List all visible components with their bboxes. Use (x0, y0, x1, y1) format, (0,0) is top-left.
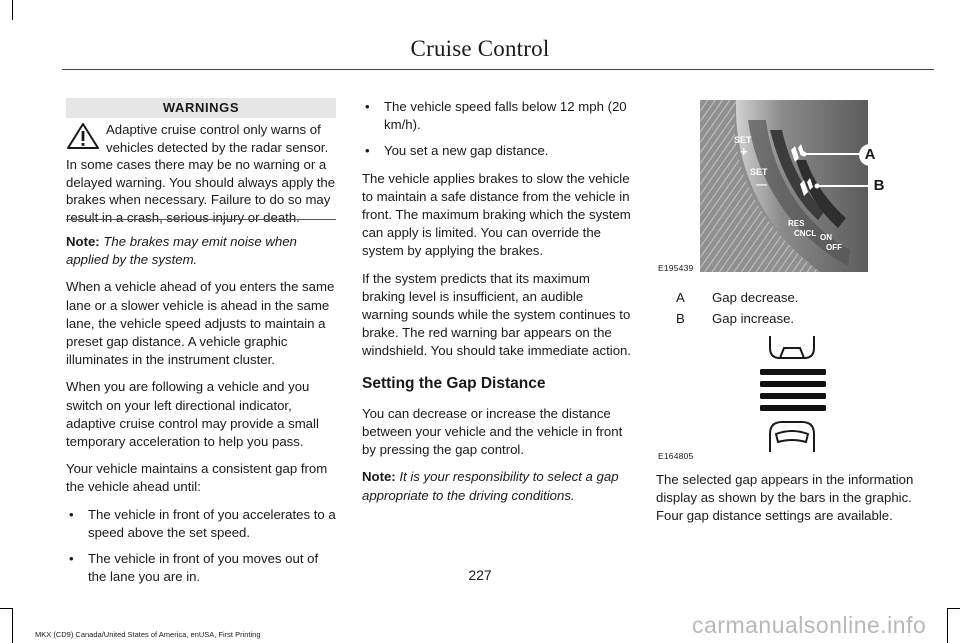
list-item: • You set a new gap distance. (362, 142, 632, 160)
paragraph: Your vehicle maintains a consistent gap from the vehicle ahead until: (66, 461, 328, 495)
on-label: ON (820, 233, 832, 242)
gap-responsibility-note (362, 468, 632, 504)
set-plus-label: SET (734, 135, 752, 145)
list-item: • The vehicle in front of you moves out of the lane you are in. (66, 550, 338, 586)
crop-mark-bottom-right-h (947, 608, 960, 609)
warnings-text: Adaptive cruise control only warns of vehicles detected by the radar sensor. In some cases there may be no warning or a delayed warning. You should always apply the brakes when necessary. Failure to do so may result in a crash, serious injury or death. (66, 122, 336, 225)
list-item: • The vehicle in front of you accelerates to a speed above the set speed. (66, 506, 338, 542)
list-item: • The vehicle speed falls below 12 mph (20 km/h). (362, 98, 632, 134)
minus-icon: — (756, 179, 767, 191)
callout-a-label: A (864, 146, 876, 163)
brake-noise-note (66, 233, 338, 269)
crop-mark-bottom-left-h (0, 608, 13, 609)
warnings-rule (66, 219, 336, 220)
set-minus-label: SET (750, 167, 768, 177)
section-heading: Setting the Gap Distance (362, 374, 546, 392)
paragraph: You can decrease or increase the distance between your vehicle and the vehicle in front by pressing the gap control. (362, 405, 623, 458)
warnings-body (66, 121, 336, 227)
crop-mark-bottom-right-v (947, 608, 948, 643)
paragraph: When a vehicle ahead of you enters the same lane or a slower vehicle is ahead in the same lane, the vehicle speed adjusts to maintain a preset gap distance. A vehicle graphic illuminates in the instrument cluster. (66, 279, 335, 368)
own-vehicle-icon (770, 422, 814, 452)
note-label: Note: (66, 234, 100, 249)
figure-code: E195439 (658, 263, 694, 273)
gap-distance-bars-figure (752, 334, 832, 454)
column-1 (66, 233, 338, 595)
legend-key: A (676, 290, 685, 305)
lead-vehicle-icon (770, 336, 814, 358)
gap-bar (760, 405, 826, 411)
figure-code: E164805 (658, 451, 694, 461)
column-2 (362, 98, 632, 514)
steering-wheel-gap-control-figure (700, 100, 868, 272)
legend-label: Gap increase. (712, 311, 795, 326)
res-label: RES (788, 219, 805, 228)
print-footer: MKX (CD9) Canada/United States of America, enUSA, First Printing (35, 630, 261, 639)
page-title: Cruise Control (410, 36, 550, 61)
note-label: Note: (362, 469, 396, 485)
crop-mark-top-left (12, 0, 13, 20)
warnings-heading: WARNINGS (66, 98, 336, 118)
cncl-label: CNCL (794, 229, 817, 238)
gap-bar (760, 393, 826, 399)
gap-bar (760, 381, 826, 387)
legend-key: B (676, 311, 685, 326)
column-3 (656, 471, 934, 535)
paragraph: If the system predicts that its maximum braking level is insufficient, an audible warning sounds while the system continues to brake. The red warning bar appears on the windshield. You should take immediate action. (362, 270, 632, 359)
bullet-list (362, 98, 632, 161)
plus-icon: + (740, 144, 748, 159)
callout-b-label: B (873, 177, 885, 194)
note-text: It is your responsibility to select a gap appropriate to the driving conditions. (362, 469, 619, 503)
note-text: The brakes may emit noise when applied by the system. (66, 234, 297, 268)
paragraph: The vehicle applies brakes to slow the vehicle to maintain a safe distance from the vehicle in front. The maximum braking which the system can apply is limited. You can override the system by applying the brakes. (362, 170, 631, 259)
paragraph: The selected gap appears in the information display as shown by the bars in the graphic. Four gap distance settings are available. (656, 472, 914, 524)
crop-mark-bottom-left-v (12, 608, 13, 643)
page-number: 227 (468, 567, 492, 583)
warning-triangle-icon (66, 122, 100, 150)
title-rule (62, 69, 934, 70)
watermark: carmanualsonline.info (692, 612, 927, 638)
gap-bar (760, 369, 826, 375)
off-label: OFF (826, 243, 842, 252)
paragraph: When you are following a vehicle and you switch on your left directional indicator, adaptive cruise control may provide a small temporary acceleration to help you pass. (66, 379, 319, 450)
legend-label: Gap decrease. (712, 290, 799, 305)
